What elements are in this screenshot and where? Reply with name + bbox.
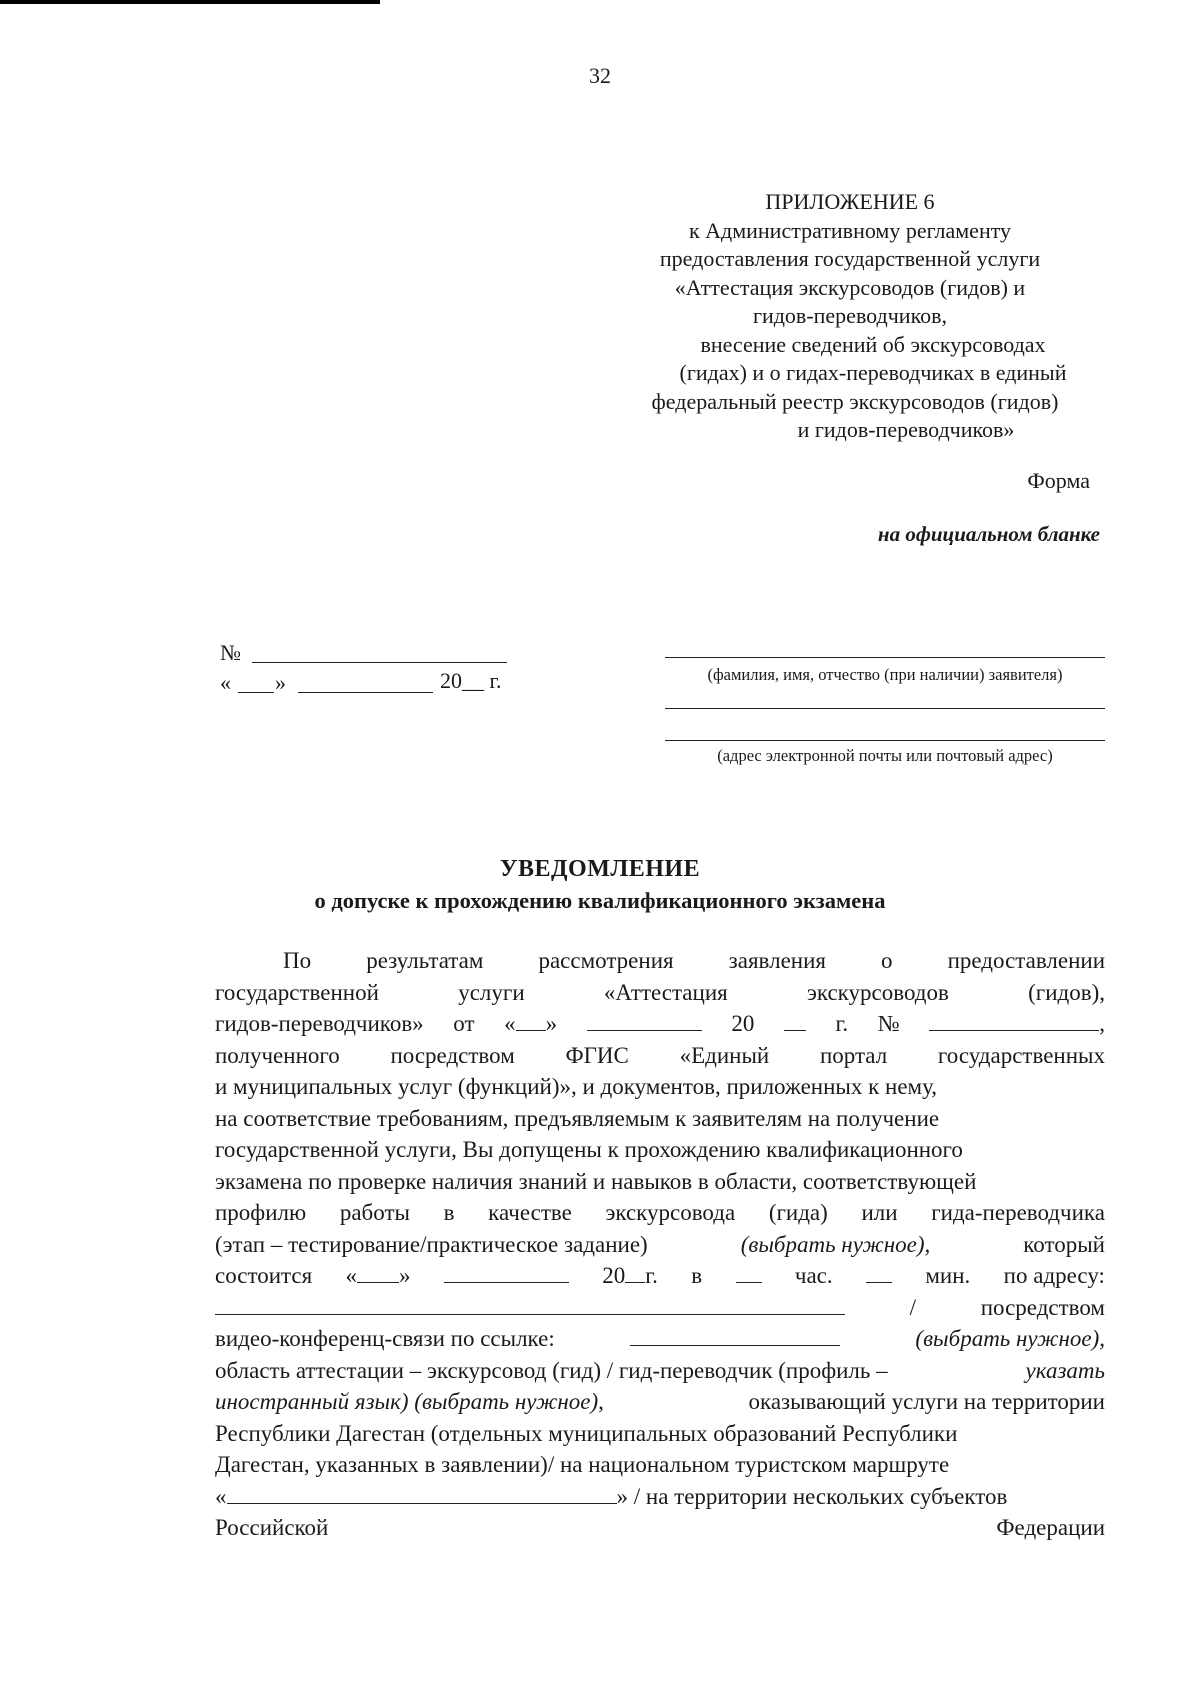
notice-title: УВЕДОМЛЕНИЕ	[499, 856, 701, 882]
body-line	[215, 1386, 1105, 1418]
word: работы	[339, 1200, 410, 1225]
word: предоставлении	[947, 948, 1105, 973]
word: заявления	[728, 948, 826, 973]
word: час.	[794, 1263, 833, 1288]
italic-note: (выбрать нужное),	[915, 1326, 1105, 1351]
applicant-name-caption: (фамилия, имя, отчество (при наличии) заявителя)	[707, 665, 1063, 684]
appendix-title: ПРИЛОЖЕНИЕ 6	[765, 189, 935, 214]
word: гидов-переводчиков»	[215, 1011, 424, 1036]
body-line	[215, 1481, 1105, 1513]
word: «	[345, 1263, 358, 1288]
word: качестве	[488, 1200, 572, 1225]
body-line	[215, 1418, 1105, 1450]
exam-year-blank	[625, 1260, 645, 1283]
word: №	[877, 1011, 900, 1036]
text: оказывающий услуги на территории	[748, 1389, 1105, 1414]
registration-number-sign: №	[220, 640, 241, 665]
word: мин.	[925, 1263, 971, 1288]
appendix-line: (гидах) и о гидах-переводчиках в единый	[679, 360, 1067, 385]
text: Дагестан, указанных в заявлении)/ на национальном туристском маршруте	[215, 1452, 950, 1477]
word: рассмотрения	[538, 948, 674, 973]
italic-note: (выбрать нужное),	[740, 1231, 931, 1257]
exam-hour-blank	[736, 1260, 762, 1283]
text: область аттестации – экскурсовод (гид) / гид-переводчик (профиль –	[215, 1357, 888, 1383]
official-blank-label: на официальном бланке	[877, 522, 1100, 546]
word: полученного	[215, 1042, 340, 1068]
text: на соответствие требованиям, предъявляемым к заявителям на получение	[215, 1105, 940, 1131]
word: »	[545, 1011, 558, 1036]
appendix-line: федеральный реестр экскурсоводов (гидов)	[651, 388, 1059, 414]
exam-day-blank	[357, 1260, 399, 1283]
word: г.	[835, 1011, 849, 1036]
body-line	[215, 977, 1105, 1009]
text: который	[1023, 1231, 1105, 1257]
body-line	[215, 1260, 1105, 1292]
registration-number-line	[252, 662, 507, 663]
word: в	[443, 1200, 455, 1225]
word: «	[504, 1011, 516, 1036]
date-year: 20__ г.	[440, 668, 502, 693]
word: посредством	[980, 1294, 1105, 1320]
body-line	[215, 1323, 1105, 1355]
word: (гидов),	[1028, 979, 1105, 1005]
date-close-quote: »	[275, 670, 286, 695]
word: или	[861, 1200, 898, 1225]
word: государственной	[215, 979, 379, 1005]
text: видео-конференц-связи по ссылке:	[215, 1326, 555, 1351]
word: в	[691, 1263, 703, 1288]
appendix-line: и гидов-переводчиков»	[797, 417, 1015, 442]
word: Российской	[215, 1515, 329, 1540]
body-line	[215, 1229, 1105, 1261]
application-number-blank	[929, 1008, 1099, 1031]
word: экскурсоводов	[807, 979, 949, 1005]
word: ,	[1099, 1011, 1105, 1036]
word: Федерации	[996, 1515, 1105, 1540]
word: портал	[819, 1042, 888, 1068]
body-line	[215, 1512, 1105, 1544]
word: «Единый	[679, 1042, 770, 1068]
form-label: Форма	[1027, 468, 1090, 493]
date-open-quote: «	[220, 670, 231, 695]
appendix-line: «Аттестация экскурсоводов (гидов) и	[674, 274, 1026, 300]
notice-body	[215, 945, 1105, 1544]
date-day-line	[238, 692, 274, 693]
word: по адресу:	[1003, 1263, 1105, 1288]
applicant-address-line-2	[665, 740, 1105, 741]
word: (гида)	[768, 1200, 828, 1225]
appendix-line: предоставления государственной услуги	[659, 246, 1041, 271]
word: «	[215, 1483, 227, 1509]
body-line	[215, 1040, 1105, 1072]
word: результатам	[366, 948, 484, 973]
word: от	[453, 1011, 475, 1036]
body-line	[215, 945, 1105, 977]
italic-note: иностранный язык) (выбрать нужное),	[215, 1389, 604, 1414]
appendix-line: гидов-переводчиков,	[752, 303, 948, 328]
scan-edge-mark	[0, 0, 380, 4]
body-line	[215, 1197, 1105, 1229]
text: экзамена по проверке наличия знаний и навыков в области, соответствующей	[215, 1168, 977, 1194]
page-number: 32	[589, 63, 611, 88]
word: 20	[602, 1263, 626, 1288]
applicant-address-caption: (адрес электронной почты или почтовый адрес)	[717, 746, 1053, 765]
word: /	[909, 1294, 917, 1320]
route-name-blank	[227, 1481, 617, 1504]
appendix-line: к Административному регламенту	[688, 217, 1012, 243]
body-line	[215, 1166, 1105, 1198]
application-day-blank	[516, 1008, 546, 1031]
word: »	[399, 1263, 411, 1288]
application-month-blank	[587, 1008, 702, 1031]
word: состоится	[215, 1263, 313, 1288]
exam-month-blank	[444, 1260, 569, 1283]
body-line	[215, 1134, 1105, 1166]
word: услуги	[458, 979, 525, 1005]
body-line	[215, 1008, 1105, 1040]
applicant-address-line-1	[665, 708, 1105, 709]
body-line	[215, 1449, 1105, 1481]
word: экскурсовода	[605, 1200, 736, 1225]
word: гида-переводчика	[931, 1200, 1105, 1225]
word: о	[881, 948, 893, 973]
text: и муниципальных услуг (функций)», и документов, приложенных к нему,	[215, 1074, 938, 1099]
text: государственной услуги, Вы допущены к прохождению квалификационного	[215, 1137, 963, 1162]
appendix-line: внесение сведений об экскурсоводах	[700, 331, 1046, 357]
application-year-blank	[784, 1008, 806, 1031]
exam-minute-blank	[866, 1260, 892, 1283]
word: государственных	[937, 1042, 1105, 1068]
word: ФГИС	[565, 1042, 629, 1068]
text: » / на территории нескольких субъектов	[616, 1483, 1008, 1509]
word: По	[283, 948, 312, 973]
body-line	[215, 1103, 1105, 1135]
date-month-line	[298, 692, 433, 693]
exam-address-blank	[215, 1292, 845, 1315]
appendix-header	[590, 188, 1110, 445]
word: посредством	[390, 1042, 515, 1068]
body-line	[215, 1071, 1105, 1103]
word: «Аттестация	[603, 979, 728, 1005]
word: профилю	[215, 1200, 307, 1225]
word: 20	[731, 1011, 755, 1036]
video-link-blank	[630, 1323, 840, 1346]
text: (этап – тестирование/практическое задание)	[215, 1231, 648, 1257]
body-line	[215, 1355, 1105, 1387]
notice-subtitle: о допуске к прохождению квалификационного экзамена	[314, 888, 886, 913]
word: г.	[645, 1263, 658, 1288]
applicant-name-line	[665, 657, 1105, 658]
italic-note: указать	[1025, 1357, 1105, 1383]
text: Республики Дагестан (отдельных муниципальных образований Республики	[215, 1420, 958, 1446]
body-line	[215, 1292, 1105, 1324]
